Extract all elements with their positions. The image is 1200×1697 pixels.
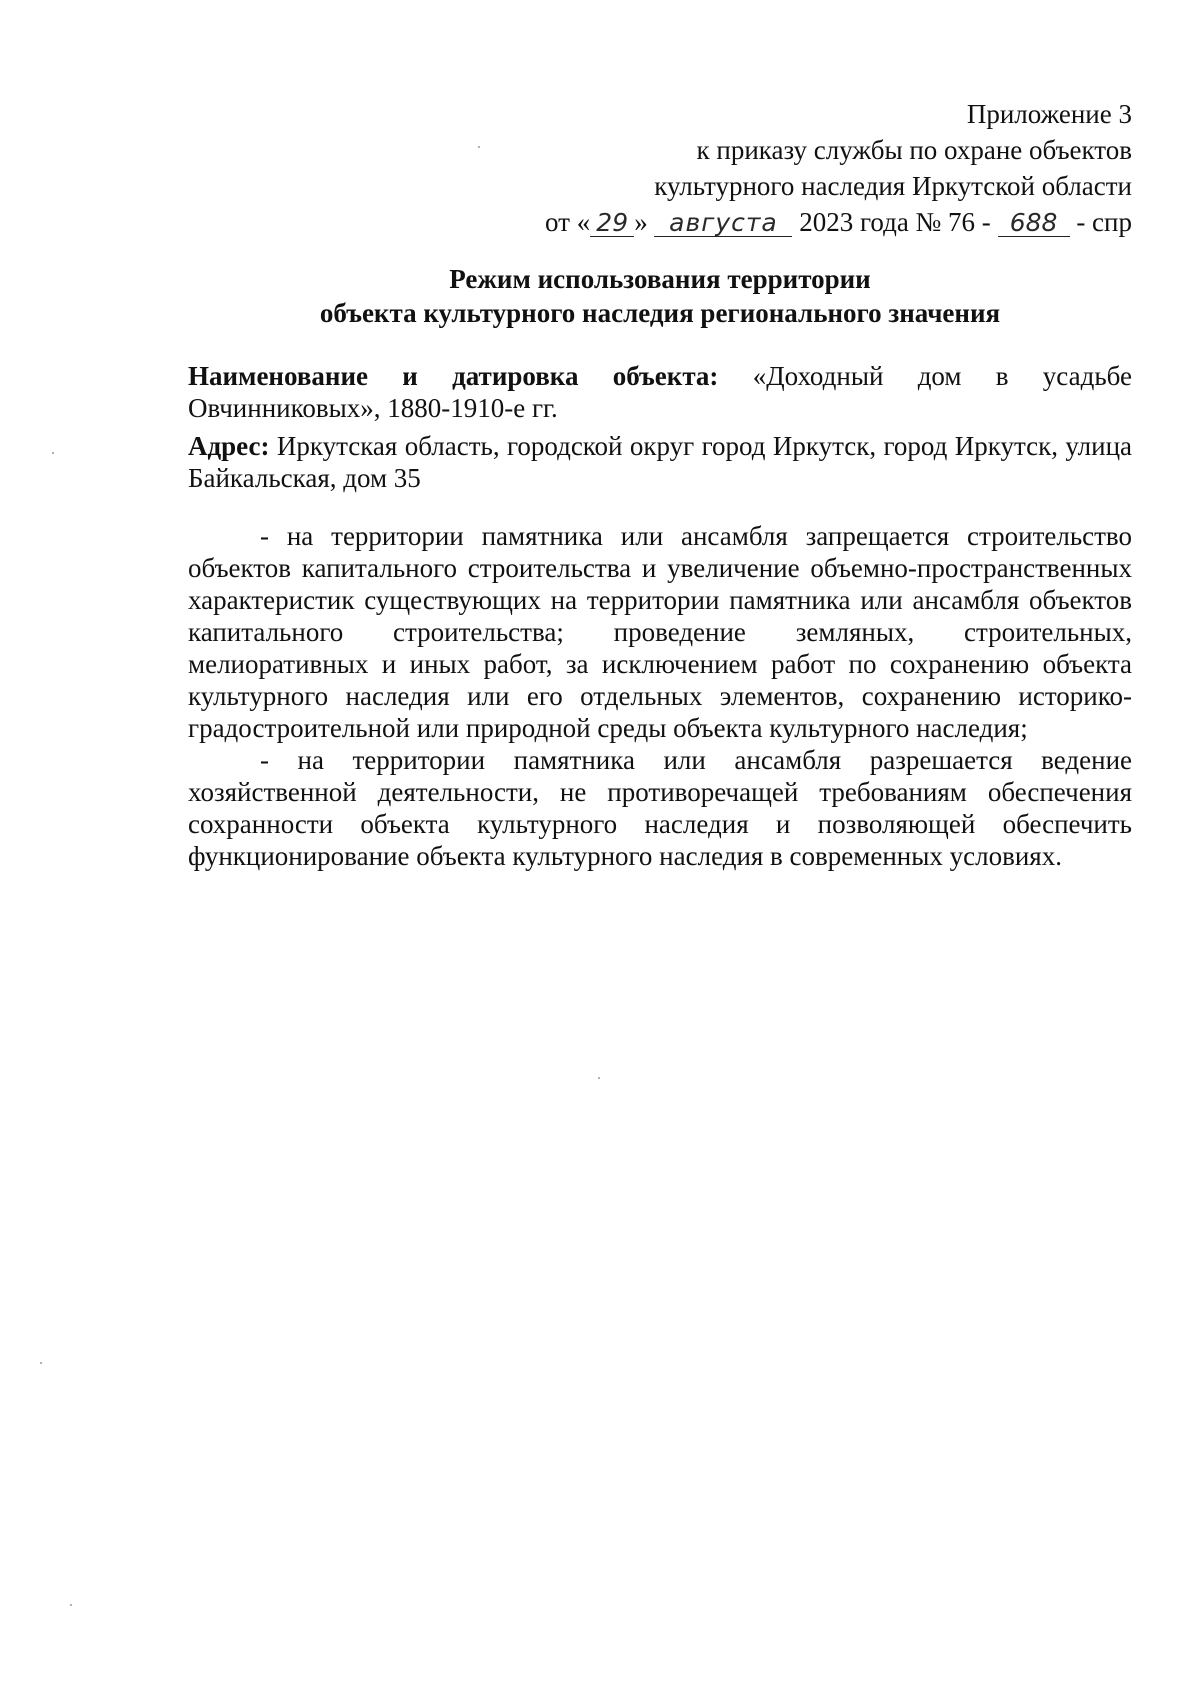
scan-speck — [40, 1362, 42, 1364]
appendix-date-line — [545, 204, 1132, 240]
object-address-paragraph — [188, 430, 1132, 494]
date-suffix: - спр — [1076, 207, 1132, 237]
object-name-paragraph — [188, 360, 1132, 424]
scan-speck — [52, 452, 54, 454]
title-line-1: Режим использования территории — [449, 264, 871, 294]
scan-speck — [70, 1604, 72, 1606]
regime-clauses — [188, 520, 1132, 872]
document-title — [0, 262, 1200, 330]
object-info — [188, 360, 1132, 500]
date-year-text: 2023 года № 76 - — [799, 207, 991, 237]
object-address-value: Иркутская область, городской округ город Иркутск, город Иркутск, улица Байкальская, дом 35 — [188, 431, 1132, 493]
clause-prohibition: - на территории памятника или ансамбля запрещается строительство объектов капитального строительства и увеличение объемно-пространственных характеристик существующих на территории памятника или ансамбля объектов капитального строительства; проведение земляных, строительных, мелиоративных и иных работ, за исключением работ по сохранению объекта культурного наследия или его отдельных элементов, сохранению историко-градостроительной или природной среды объекта культурного наследия; — [188, 521, 1132, 743]
appendix-header — [545, 96, 1132, 240]
appendix-line-authority: культурного наследия Иркутской области — [654, 171, 1132, 201]
date-mid: » — [634, 207, 648, 237]
clause-permission: - на территории памятника или ансамбля разрешается ведение хозяйственной деятельности, не противоречащей требованиям обеспечения сохранности объекта культурного наследия и позволяющей обеспечить функционирование объекта культурного наследия в современных условиях. — [188, 745, 1132, 871]
scan-speck — [478, 146, 480, 148]
appendix-line-order: к приказу службы по охране объектов — [696, 135, 1132, 165]
handwritten-day: 29 — [590, 210, 634, 237]
scan-speck — [598, 1077, 600, 1079]
appendix-title: Приложение 3 — [966, 99, 1132, 129]
title-line-2: объекта культурного наследия регионального значения — [319, 298, 1001, 328]
object-name-label: Наименование и датировка объекта: — [188, 361, 719, 391]
handwritten-month: августа — [654, 210, 792, 237]
date-prefix: от « — [545, 207, 591, 237]
handwritten-order-number: 688 — [998, 210, 1070, 237]
object-name-value: «Доходный дом в усадьбе Овчинниковых», 1880-1910-е гг. — [188, 361, 1132, 423]
object-address-label: Адрес: — [188, 431, 270, 461]
